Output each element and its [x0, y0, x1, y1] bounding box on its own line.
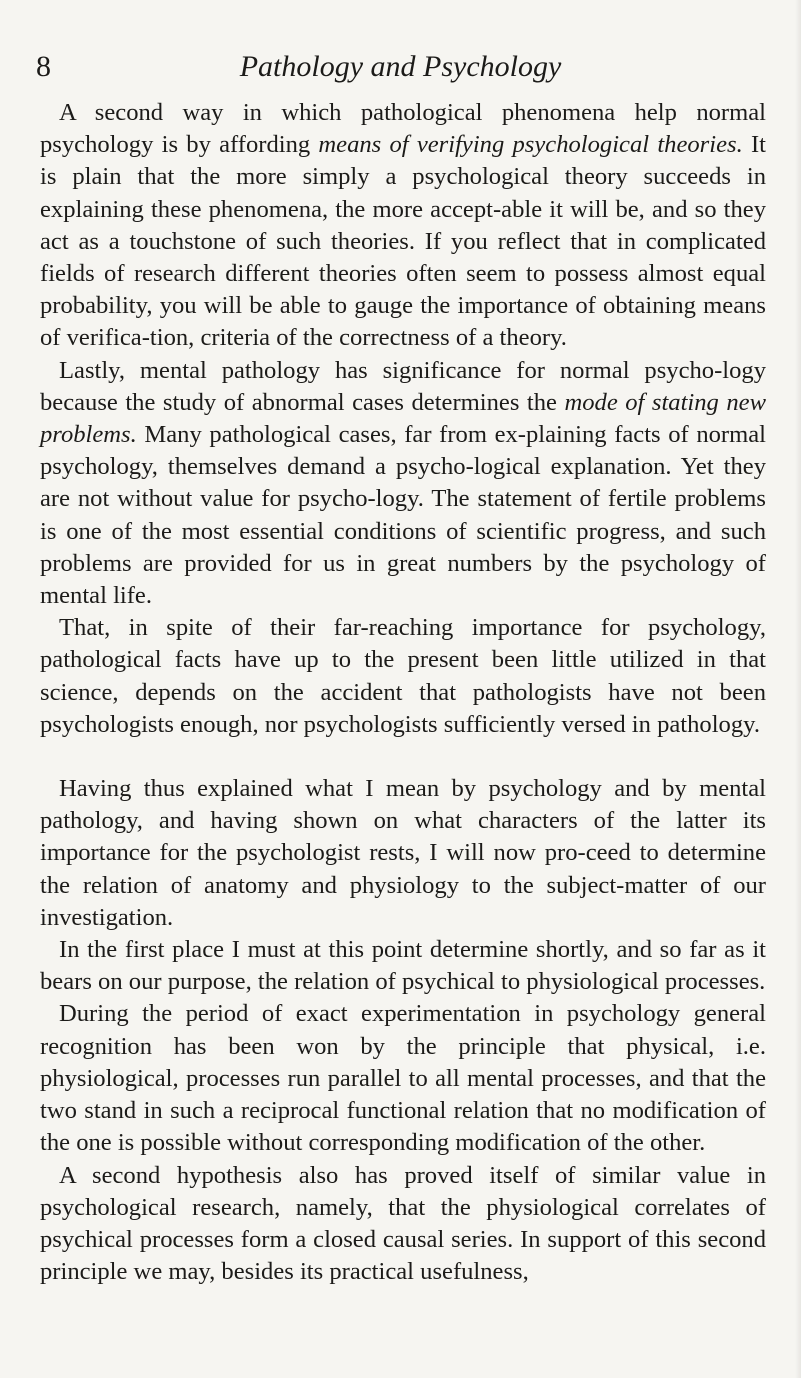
text-run: During the period of exact experimentation in psychology general recognition has been won by the principle that physical, i.e. physiological, processes run parallel to all mental processes, and that the two stand in such a reciprocal functional relation that no modification of the one is possible without corresponding modification of the other. — [40, 1000, 766, 1157]
page-header — [0, 47, 801, 91]
paragraph — [40, 998, 766, 1159]
running-title: Pathology and Psychology — [239, 50, 562, 83]
paragraph — [40, 97, 766, 355]
page-edge-shadow — [795, 0, 801, 1378]
text-run: Having thus explained what I mean by psychology and by mental pathology, and having shown on what characters of the latter its importance for the psychologist rests, I will now pro-ceed to determine the relation of anatomy and physiology to the subject-matter of our investigation. — [40, 775, 766, 931]
text-run: Lastly, mental pathology has significance for normal psycho-logy because the study of abnormal cases determines the — [40, 356, 766, 416]
page-number: 8 — [36, 50, 51, 83]
text-run: In the first place I must at this point determine shortly, and so far as it bears on our purpose, the relation of psychical to physiological processes. — [40, 936, 766, 996]
paragraph — [40, 612, 766, 741]
italic-phrase: means of verifying psychological theories. — [318, 131, 743, 159]
paragraph — [40, 773, 766, 934]
paragraph — [40, 934, 766, 998]
text-run: A second hypothesis also has proved itself of similar value in psychological research, namely, that the physiological correlates of psychical processes form a closed causal series. In support of this second principle we may, besides its practical usefulness, — [40, 1161, 766, 1286]
italic-phrase: mode of stating new problems. — [40, 388, 766, 449]
text-run: It is plain that the more simply a psychological theory succeeds in explaining these phenomena, the more accept-able it will be, and so they act as a touchstone of such theories. If you reflect that in complicated fields of research different theories often seem to possess almost equal probability, you will be able to gauge the importance of obtaining means of verifica-tion, criteria of the correctness of a theory. — [40, 131, 766, 352]
text-run: Many pathological cases, far from ex-plaining facts of normal psychology, themselves demand a psycho-logical explanation. Yet they are not without value for psycho-logy. The statement of fertile problems is one of the most essential conditions of scientific progress, and such problems are provided for us in great numbers by the psychology of mental life. — [40, 421, 766, 610]
paragraph — [40, 1160, 766, 1289]
paragraph — [40, 355, 766, 613]
text-run: A second way in which pathological phenomena help normal psychology is by affording — [40, 99, 766, 159]
body-text — [40, 97, 766, 1288]
text-run: That, in spite of their far-reaching importance for psychology, pathological facts have up to the present been little utilized in that science, depends on the accident that pathologists have not been psychologists enough, nor psychologists sufficiently versed in pathology. — [40, 614, 766, 738]
